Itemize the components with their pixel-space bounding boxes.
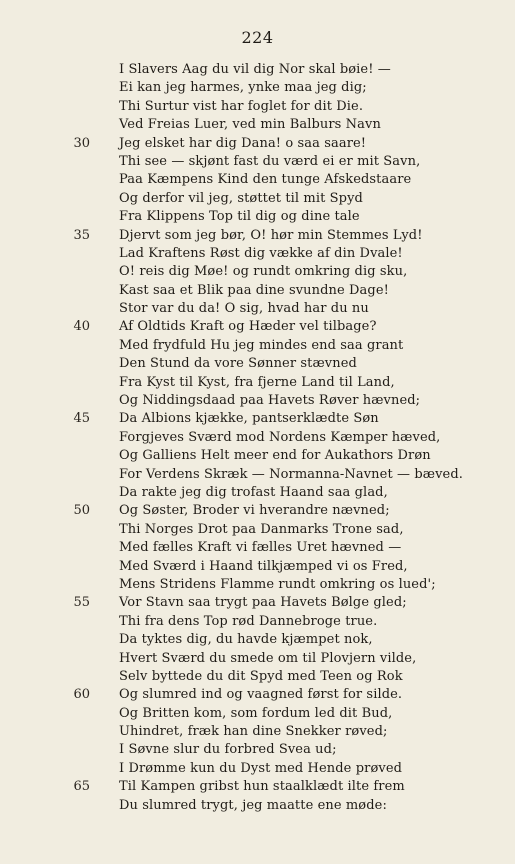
line-number: 30: [73, 135, 90, 151]
line-text: Til Kampen gribst hun staalklædt ilte frem: [119, 779, 405, 795]
poem-line: [0, 760, 515, 778]
poem-line: [0, 300, 515, 318]
poem-line: [0, 245, 515, 263]
poem-line: [0, 723, 515, 741]
poem-line: [0, 374, 515, 392]
line-text: Fra Kyst til Kyst, fra fjerne Land til Land,: [119, 374, 395, 390]
page-number: 224: [241, 28, 274, 47]
line-text: Jeg elsket har dig Dana! o saa saare!: [119, 135, 367, 151]
line-text: Thi Norges Drot paa Danmarks Trone sad,: [119, 521, 404, 537]
line-text: Af Oldtids Kraft og Hæder vel tilbage?: [119, 319, 377, 335]
poem-line: [0, 79, 515, 97]
poem-line: [0, 429, 515, 447]
poem-line: [0, 502, 515, 520]
poem-line: [0, 392, 515, 410]
poem-line: [0, 318, 515, 336]
poem-line: [0, 466, 515, 484]
line-number: 50: [73, 503, 90, 519]
line-text: Paa Kæmpens Kind den tunge Afskedstaare: [119, 172, 412, 188]
line-text: Thi Surtur vist har foglet for dit Die.: [119, 98, 364, 114]
poem-line: [0, 208, 515, 226]
line-text: Og Søster, Broder vi hverandre nævned;: [119, 503, 390, 519]
line-text: Da tyktes dig, du havde kjæmpet nok,: [119, 632, 373, 648]
line-text: Ved Freias Luer, ved min Balburs Navn: [119, 117, 381, 133]
line-text: Thi see — skjønt fast du værd ei er mit Savn,: [119, 153, 421, 169]
poem-line: [0, 98, 515, 116]
line-text: Med frydfuld Hu jeg mindes end saa grant: [119, 337, 404, 353]
poem-line: [0, 171, 515, 189]
poem-line: [0, 116, 515, 134]
line-text: Thi fra dens Top rød Dannebroge true.: [119, 613, 378, 629]
poem-line: [0, 576, 515, 594]
line-text: Mens Stridens Flamme rundt omkring os lued';: [119, 576, 436, 592]
poem-line: [0, 705, 515, 723]
poem-line: [0, 153, 515, 171]
poem-line: [0, 778, 515, 796]
line-text: Hvert Sværd du smede om til Plovjern vilde,: [119, 650, 417, 666]
line-number: 55: [73, 595, 90, 611]
poem-line: [0, 686, 515, 704]
line-text: I Søvne slur du forbred Svea ud;: [119, 742, 337, 758]
poem-line: [0, 797, 515, 815]
poem-body: [0, 61, 515, 815]
line-text: Og Galliens Helt meer end for Aukathors Drøn: [119, 448, 431, 464]
poem-line: [0, 282, 515, 300]
line-text: Med fælles Kraft vi fælles Uret hævned —: [119, 540, 402, 556]
line-number: 40: [73, 319, 90, 335]
poem-line: [0, 650, 515, 668]
line-text: O! reis dig Møe! og rundt omkring dig sku,: [119, 264, 408, 280]
line-text: Du slumred trygt, jeg maatte ene møde:: [119, 797, 387, 813]
poem-line: [0, 484, 515, 502]
poem-line: [0, 355, 515, 373]
line-text: Uhindret, fræk han dine Snekker røved;: [119, 724, 388, 740]
poem-line: [0, 741, 515, 759]
line-text: Forgjeves Sværd mod Nordens Kæmper hæved,: [119, 429, 441, 445]
poem-line: [0, 61, 515, 79]
line-number: 35: [73, 227, 90, 243]
line-text: Med Sværd i Haand tilkjæmped vi os Fred,: [119, 558, 408, 574]
poem-line: [0, 668, 515, 686]
line-text: Da rakte jeg dig trofast Haand saa glad,: [119, 484, 388, 500]
poem-line: [0, 447, 515, 465]
poem-line: [0, 410, 515, 428]
poem-line: [0, 227, 515, 245]
line-text: Kast saa et Blik paa dine svundne Dage!: [119, 282, 389, 298]
poem-line: [0, 631, 515, 649]
line-text: Den Stund da vore Sønner stævned: [119, 356, 357, 372]
line-number: 60: [73, 687, 90, 703]
line-text: Ei kan jeg harmes, ynke maa jeg dig;: [119, 80, 367, 96]
line-text: Og derfor vil jeg, støttet til mit Spyd: [119, 190, 363, 206]
line-text: Og Britten kom, som fordum led dit Bud,: [119, 705, 393, 721]
line-text: Selv byttede du dit Spyd med Teen og Rok: [119, 668, 403, 684]
line-number: 65: [73, 779, 90, 795]
line-text: I Slavers Aag du vil dig Nor skal bøie! —: [119, 62, 391, 77]
line-text: Vor Stavn saa trygt paa Havets Bølge gled;: [119, 595, 407, 611]
line-text: Stor var du da! O sig, hvad har du nu: [119, 301, 369, 317]
poem-line: [0, 613, 515, 631]
line-number: 45: [73, 411, 90, 427]
poem-line: [0, 337, 515, 355]
line-text: For Verdens Skræk — Normanna-Navnet — bæved.: [119, 466, 463, 482]
poem-line: [0, 263, 515, 281]
line-text: Fra Klippens Top til dig og dine tale: [119, 209, 360, 225]
line-text: Lad Kraftens Røst dig vække af din Dvale!: [119, 245, 403, 261]
line-text: Djervt som jeg bør, O! hør min Stemmes Lyd!: [119, 227, 423, 243]
poem-line: [0, 558, 515, 576]
line-text: I Drømme kun du Dyst med Hende prøved: [119, 760, 403, 776]
line-text: Og slumred ind og vaagned først for silde.: [119, 687, 403, 703]
poem-line: [0, 539, 515, 557]
poem-line: [0, 521, 515, 539]
poem-line: [0, 594, 515, 612]
line-text: Og Niddingsdaad paa Havets Røver hævned;: [119, 393, 421, 409]
poem-line: [0, 135, 515, 153]
poem-line: [0, 190, 515, 208]
line-text: Da Albions kjække, pantserklædte Søn: [119, 411, 379, 427]
